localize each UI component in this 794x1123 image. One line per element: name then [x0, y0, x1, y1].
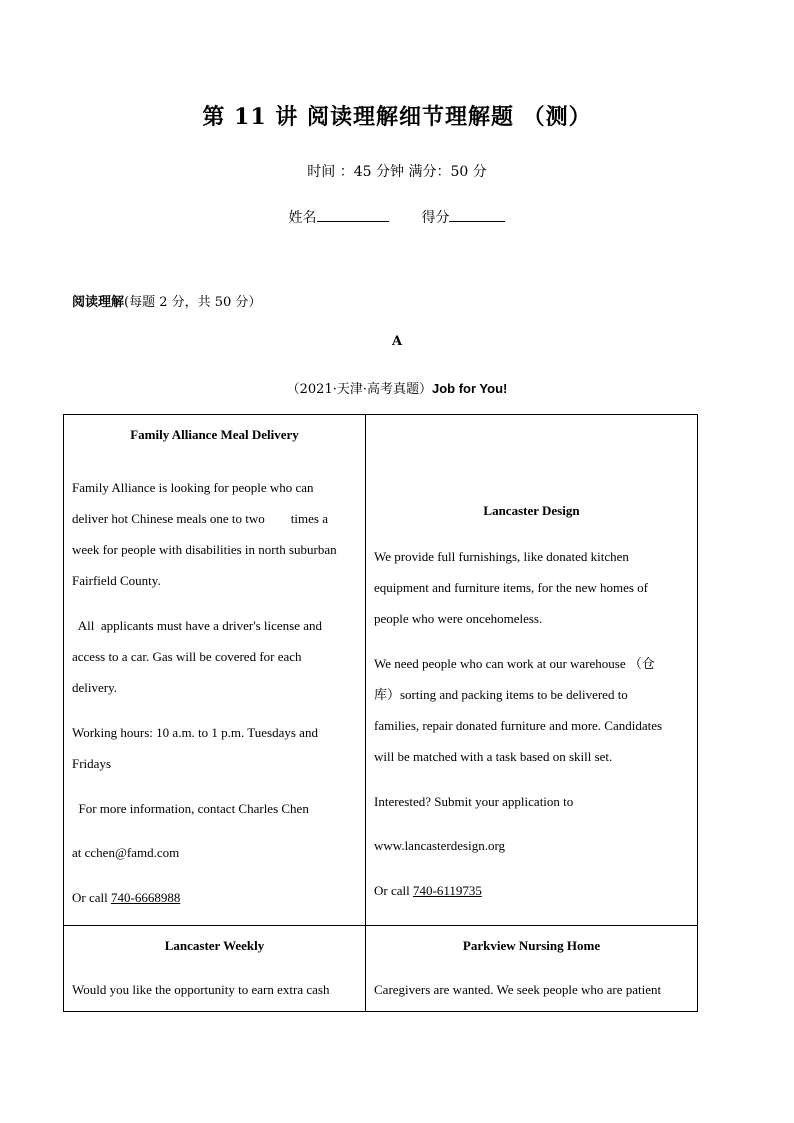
- call-prefix: Or call: [72, 890, 111, 905]
- ad-text-line: Fridays: [72, 756, 111, 771]
- ad-text-line: Fairfield County.: [72, 573, 161, 588]
- ad-text-line: We need people who can work at our warehouse （仓: [374, 656, 655, 671]
- ad-text-line: families, repair donated furniture and more. Candidates: [374, 718, 663, 733]
- name-label: 姓名: [288, 210, 317, 226]
- ad-text-line: Family Alliance is looking for people who can: [72, 480, 314, 495]
- ad-title: Lancaster Weekly: [164, 938, 265, 953]
- ad-call-line: [72, 882, 357, 913]
- phone-link[interactable]: 740-6119735: [412, 883, 482, 898]
- ad-lancaster-design: [366, 415, 698, 926]
- ad-text-line: Would you like the opportunity to earn extra cash: [72, 982, 330, 997]
- score-label: 得分: [421, 210, 450, 226]
- ad-text-line: 库）sorting and packing items to be delivered to: [374, 687, 628, 702]
- ad-title: Lancaster Design: [483, 503, 580, 518]
- ad-text-line: Caregivers are wanted. We seek people who are patient: [374, 982, 662, 997]
- ad-parkview-nursing-home: [366, 926, 698, 1012]
- phone-link[interactable]: 740-6668988: [110, 890, 181, 905]
- ad-text-line: Working hours: 10 a.m. to 1 p.m. Tuesdays and: [72, 725, 318, 740]
- ad-lancaster-weekly: [64, 926, 366, 1012]
- ad-text-line: Interested? Submit your application to: [374, 794, 574, 809]
- ad-text-line: deliver hot Chinese meals one to two times a: [72, 511, 328, 526]
- ad-text-line: We provide full furnishings, like donated kitchen: [374, 549, 629, 564]
- section-note: (每题 2 分，共 50 分）: [124, 295, 262, 310]
- passage-letter: A: [391, 334, 403, 349]
- ad-text-line: week for people with disabilities in north suburban: [72, 542, 337, 557]
- ad-text-line: For more information, contact Charles Chen: [72, 801, 309, 816]
- ad-title: Parkview Nursing Home: [462, 938, 601, 953]
- ad-text-line: delivery.: [72, 680, 117, 695]
- section-label: 阅读理解: [72, 295, 125, 310]
- ad-text-line: people who were oncehomeless.: [374, 611, 543, 626]
- ad-website: www.lancasterdesign.org: [374, 838, 506, 853]
- ad-title: Family Alliance Meal Delivery: [130, 427, 299, 442]
- ad-family-alliance: [64, 415, 366, 926]
- ad-text-line: All applicants must have a driver's license and: [72, 618, 322, 633]
- time-info: 时间 ：45 分钟 满分：50 分: [307, 164, 487, 180]
- page-title: 第 11 讲 阅读理解细节理解题 （测）: [202, 104, 592, 130]
- passage-title: Job for You!: [432, 381, 508, 396]
- ad-text-line: access to a car. Gas will be covered for each: [72, 649, 302, 664]
- passage-source-line: [0, 378, 794, 397]
- ad-email: at cchen@famd.com: [72, 845, 180, 860]
- passage-source: （2021·天津·高考真题）: [286, 382, 432, 397]
- ad-call-line: [374, 875, 689, 906]
- name-blank[interactable]: [317, 207, 389, 222]
- job-ads-table: [63, 414, 698, 1012]
- ad-text-line: equipment and furniture items, for the new homes of: [374, 580, 649, 595]
- name-score-line: [0, 207, 794, 227]
- call-prefix: Or call: [374, 883, 413, 898]
- score-blank[interactable]: [449, 207, 505, 222]
- section-heading: [72, 291, 261, 310]
- ad-text-line: will be matched with a task based on skill set.: [374, 749, 613, 764]
